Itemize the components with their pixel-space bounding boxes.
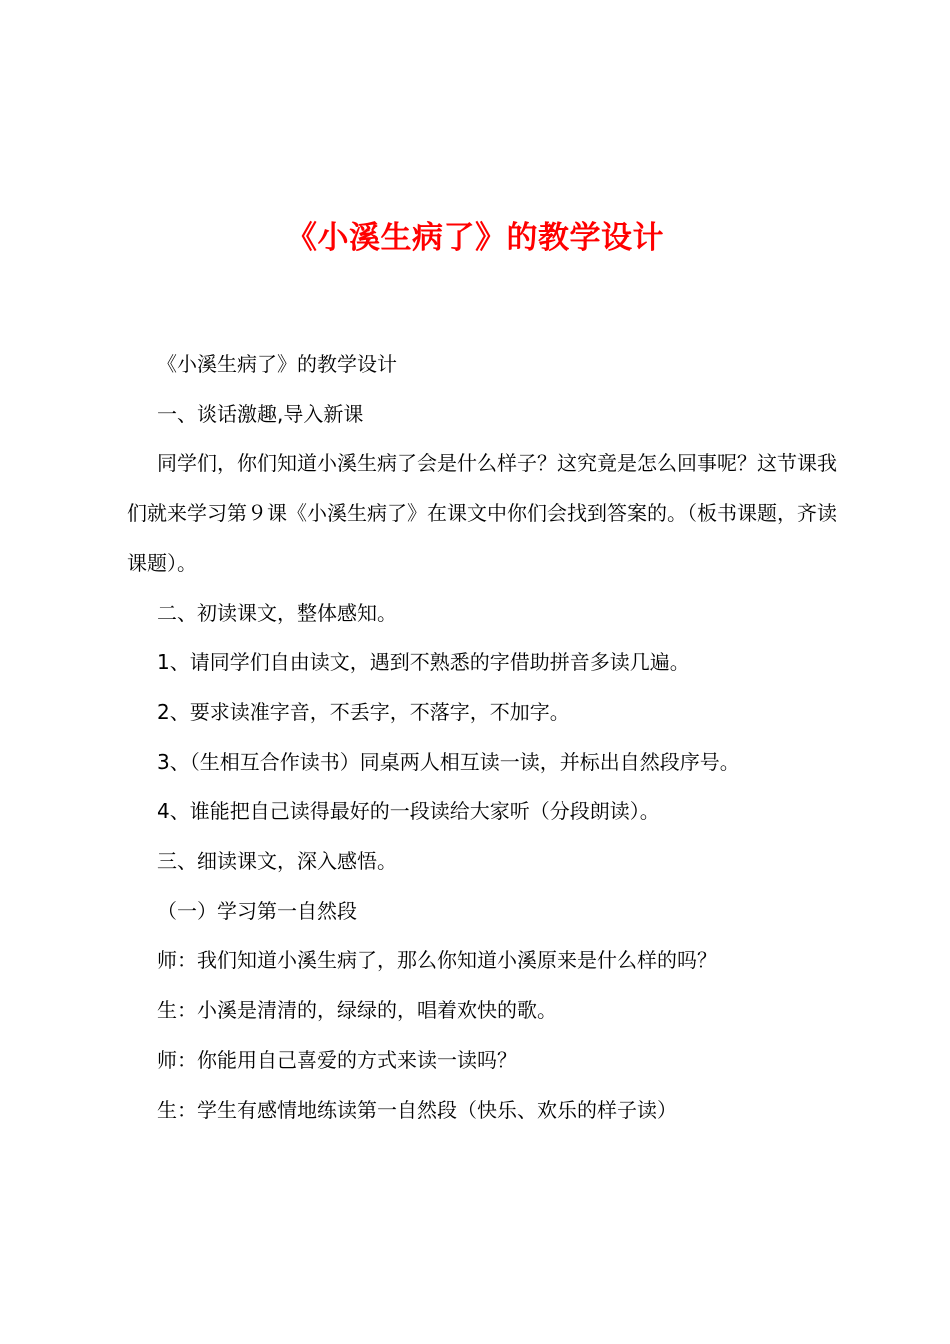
paragraph-dialogue-student-2: 生：学生有感情地练读第一自然段（快乐、欢乐的样子读）	[157, 1097, 677, 1122]
paragraph-section-1-heading: 一、谈话激趣,导入新课	[157, 401, 364, 426]
paragraph-step-4: 4、谁能把自己读得最好的一段读给大家听（分段朗读）。	[157, 799, 660, 824]
paragraph-step-3: 3、（生相互合作读书）同桌两人相互读一读，并标出自然段序号。	[157, 749, 740, 774]
paragraph-subsection-1-heading: （一）学习第一自然段	[157, 898, 357, 923]
paragraph-dialogue-teacher-2: 师：你能用自己喜爱的方式来读一读吗？	[157, 1047, 517, 1072]
paragraph-section-2-heading: 二、初读课文，整体感知。	[157, 600, 397, 625]
paragraph-dialogue-teacher-1: 师：我们知道小溪生病了，那么你知道小溪原来是什么样的吗？	[157, 948, 717, 973]
paragraph-subtitle: 《小溪生病了》的教学设计	[157, 352, 397, 376]
paragraph-intro: 同学们，你们知道小溪生病了会是什么样子？这究竟是怎么回事呢？这节课我们就来学习第９课《小溪生病了》在课文中你们会找到答案的。（板书课题，齐读课题）。	[127, 451, 837, 575]
document-body	[127, 340, 837, 1135]
paragraph-section-3-heading: 三、细读课文，深入感悟。	[157, 849, 397, 874]
paragraph-step-2: 2、要求读准字音，不丢字，不落字，不加字。	[157, 699, 570, 724]
paragraph-step-1: 1、请同学们自由读文，遇到不熟悉的字借助拼音多读几遍。	[157, 650, 690, 675]
paragraph-dialogue-student-1: 生：小溪是清清的，绿绿的，唱着欢快的歌。	[157, 998, 557, 1023]
document-title: 《小溪生病了》的教学设计	[286, 220, 664, 256]
